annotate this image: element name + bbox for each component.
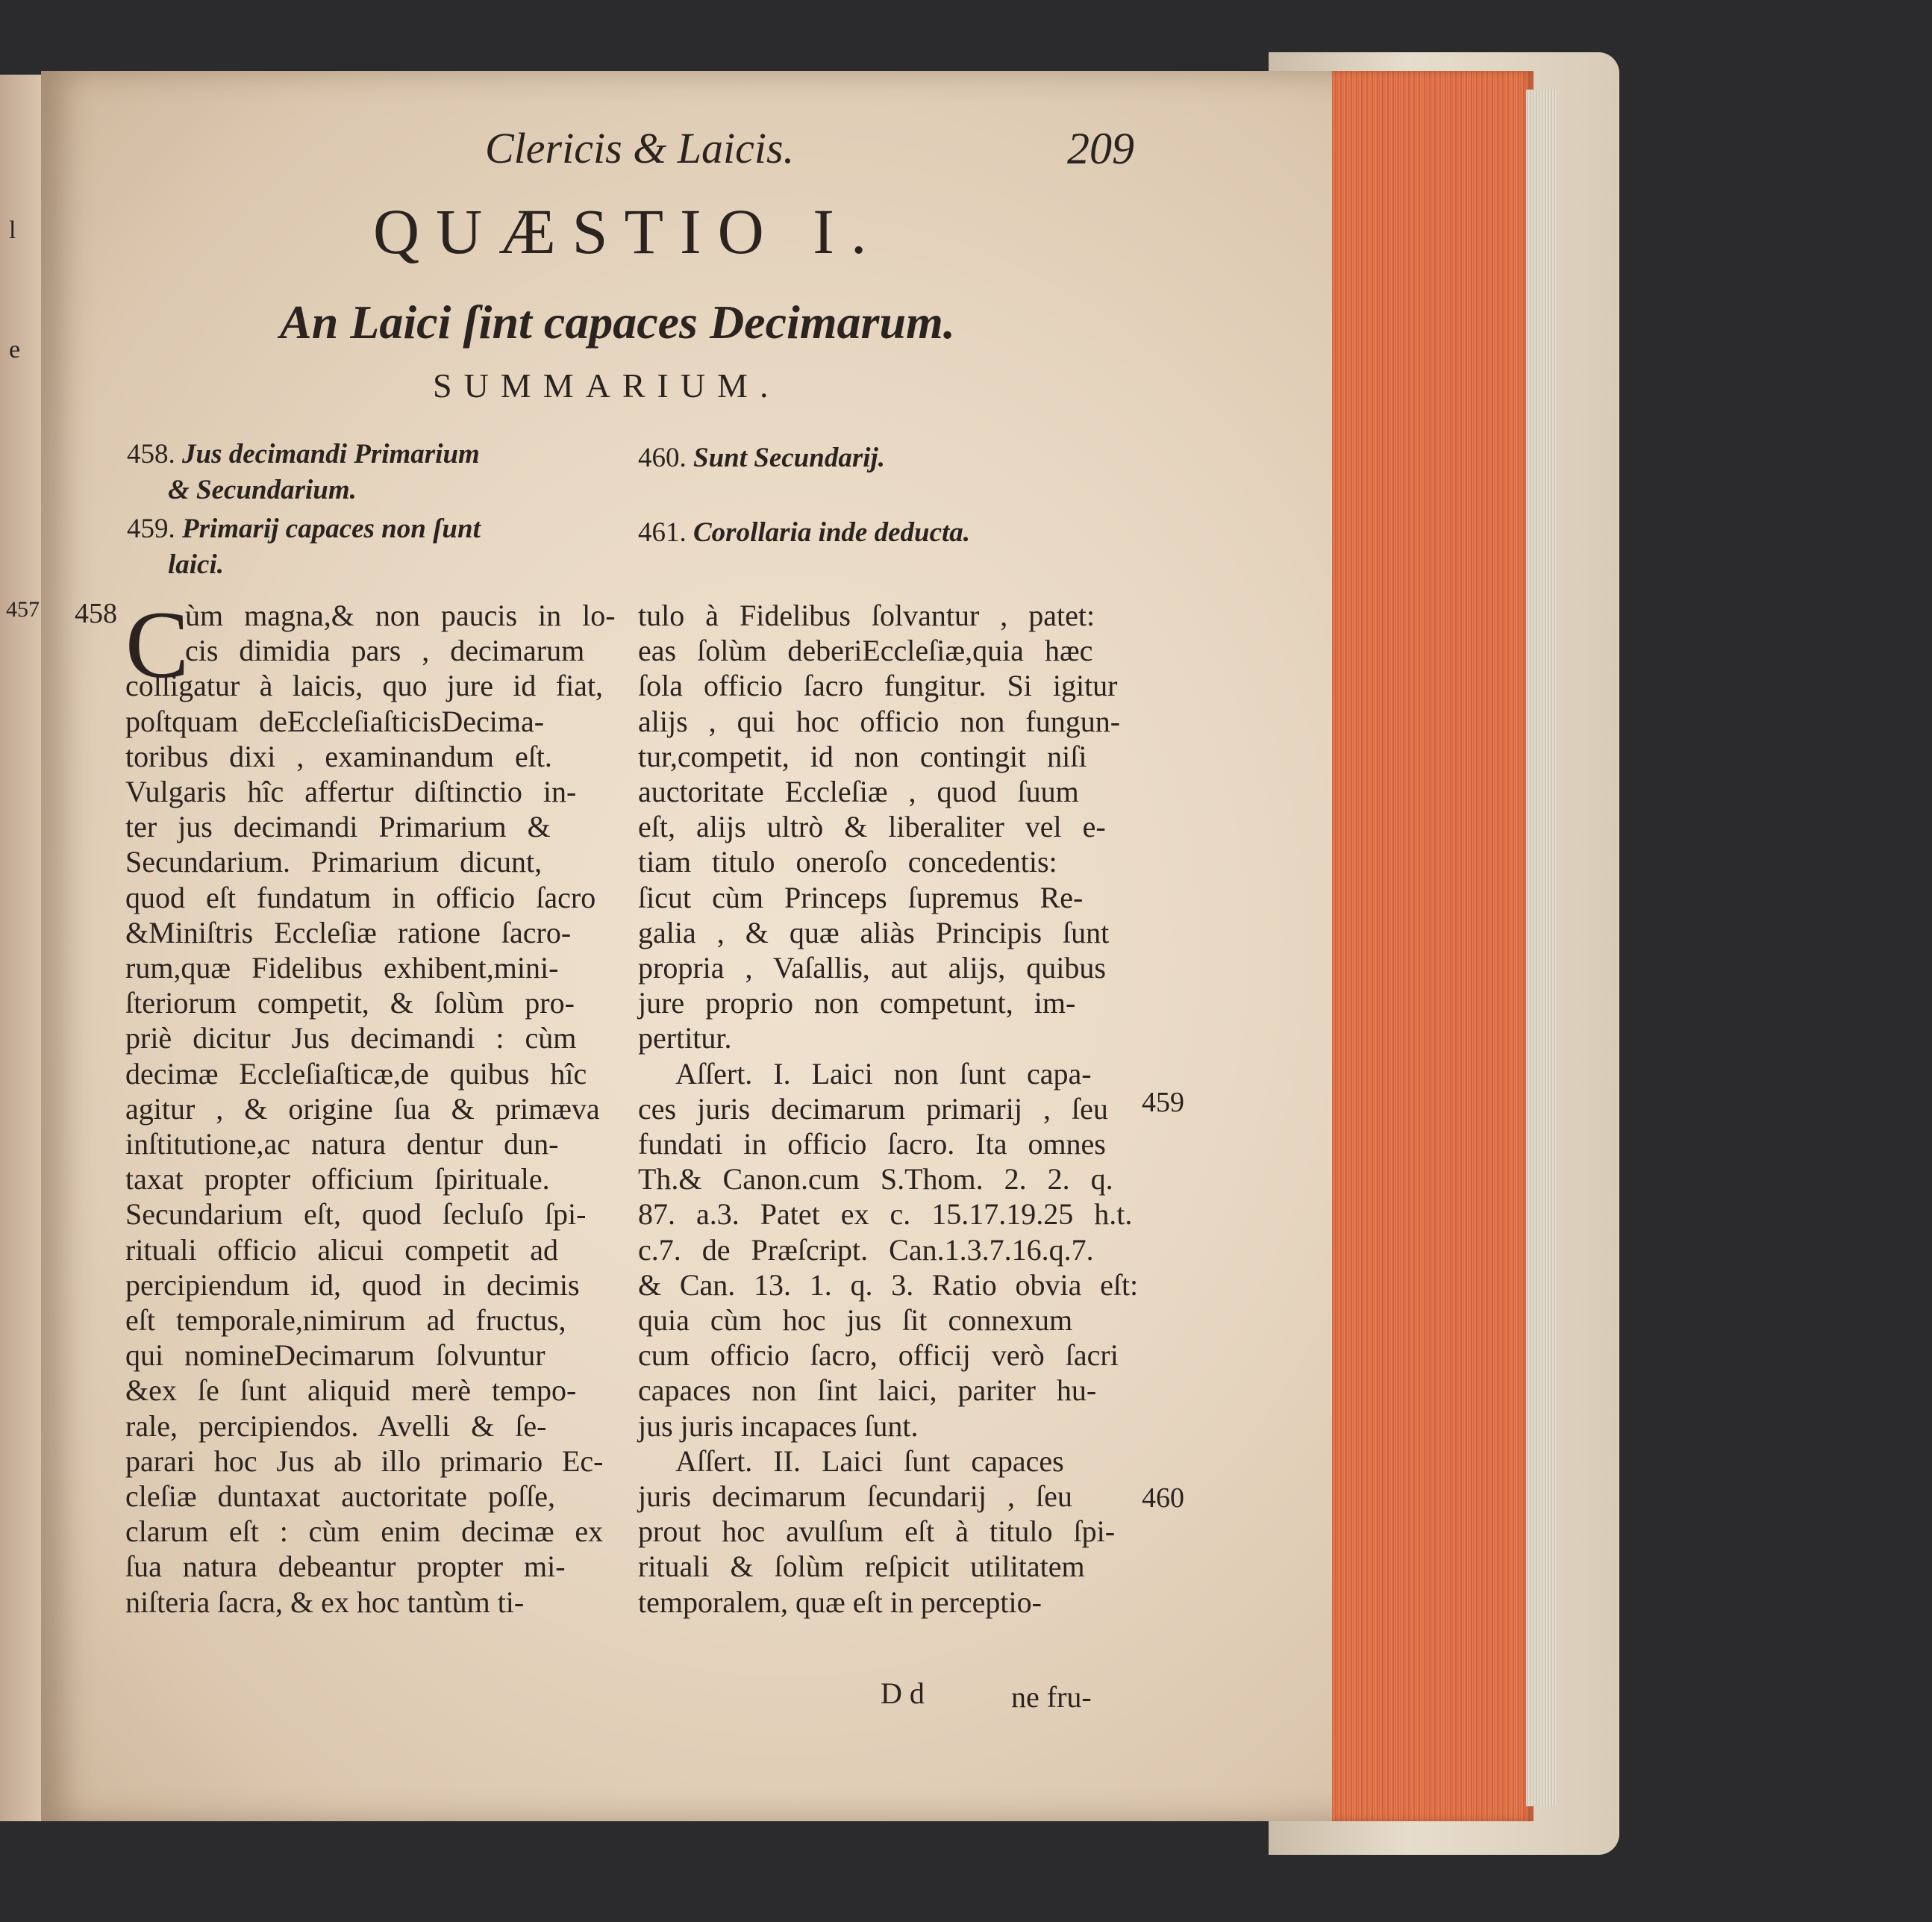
text-line: decimæ Eccleſiaſticæ,de quibus hîc xyxy=(125,1056,587,1091)
summary-item xyxy=(638,515,970,551)
text-line: &Miniſtris Eccleſiæ ratione ſacro- xyxy=(125,915,572,949)
text-line: &ex ſe ſunt aliquid merè tempo- xyxy=(125,1373,577,1408)
summary-item xyxy=(127,511,481,583)
red-page-edges xyxy=(1332,71,1534,1821)
drop-cap: C xyxy=(125,592,190,698)
text-line: 87. a.3. Patet ex c. 15.17.19.25 h.t. xyxy=(638,1197,1133,1232)
text-line: cleſiæ duntaxat auctoritate poſſe, xyxy=(125,1479,556,1513)
text-line: fundati in officio ſacro. Ita omnes xyxy=(638,1127,1106,1161)
text-line: tiam titulo oneroſo concedentis: xyxy=(638,845,1057,879)
summary-number: 459. xyxy=(127,514,175,544)
text-line: Vulgaris hîc affertur diſtinctio in- xyxy=(125,775,577,808)
page-block-edge xyxy=(1526,90,1556,1806)
text-line: rituali officio alicui competit ad xyxy=(125,1232,558,1267)
summary-text: Corollaria inde deducta. xyxy=(693,517,971,548)
text-line: rituali & ſolùm reſpicit utilitatem xyxy=(638,1550,1085,1584)
text-line: pertitur. xyxy=(638,1021,732,1055)
text-line: percipiendum id, quod in decimis xyxy=(125,1267,580,1302)
text-line: quia cùm hoc jus ſit connexum xyxy=(638,1303,1073,1337)
text-line: & Can. 13. 1. q. 3. Ratio obvia eſt: xyxy=(638,1267,1139,1302)
text-line: ſola officio ſacro fungitur. Si igitur xyxy=(638,669,1118,703)
text-line: rum,quæ Fidelibus exhibent,mini- xyxy=(125,951,559,985)
text-line: Secundarium. Primarium dicunt, xyxy=(125,845,543,879)
text-line: eſt, alijs ultrò & liberaliter vel e- xyxy=(638,810,1106,844)
summary-number: 460. xyxy=(638,443,687,473)
text-line: c.7. de Præſcript. Can.1.3.7.16.q.7. xyxy=(638,1232,1094,1267)
text-line: temporalem, quæ eſt in perceptio- xyxy=(638,1585,1042,1619)
text-line: parari hoc Jus ab illo primario Ec- xyxy=(125,1444,604,1478)
text-line: Aſſert. I. Laici non ſunt capa- xyxy=(675,1056,1092,1091)
text-line: ter jus decimandi Primarium & xyxy=(125,810,551,844)
summarium-heading: SUMMARIUM. xyxy=(433,366,781,405)
catchword: ne fru- xyxy=(1011,1680,1092,1714)
running-head: Clericis & Laicis. xyxy=(485,124,795,172)
facing-page-number: 457 xyxy=(6,597,40,622)
text-line: quod eſt fundatum in officio ſacro xyxy=(125,880,596,914)
text-line: Aſſert. II. Laici ſunt capaces xyxy=(675,1444,1064,1478)
summary-text: Jus decimandi Primarium xyxy=(182,439,480,469)
summary-item xyxy=(127,437,480,508)
question-title: QUÆSTIO I. xyxy=(373,196,884,267)
text-line: cum officio ſacro, officij verò ſacri xyxy=(638,1338,1119,1373)
text-line: auctoritate Eccleſiæ , quod ſuum xyxy=(638,775,1079,808)
question-subtitle: An Laici ſint capaces Decimarum. xyxy=(280,296,955,349)
text-line: toribus dixi , examinandum eſt. xyxy=(125,739,552,773)
text-line: tulo à Fidelibus ſolvantur , patet: xyxy=(638,599,1095,632)
text-line: jure proprio non competunt, im- xyxy=(638,986,1076,1020)
text-line: propria , Vaſallis, aut alijs, quibus xyxy=(638,951,1106,985)
text-line: ſua natura debeantur propter mi- xyxy=(125,1550,566,1584)
margin-number: 458 xyxy=(75,598,117,629)
margin-number: 459 xyxy=(1142,1087,1184,1118)
page-number: 209 xyxy=(1067,124,1134,173)
text-line: eas ſolùm deberiEccleſiæ,quia hæc xyxy=(638,634,1093,668)
text-line: eſt temporale,nimirum ad fructus, xyxy=(125,1303,566,1337)
text-line: ſteriorum competit, & ſolùm pro- xyxy=(125,986,575,1020)
text-line: prout hoc avulſum eſt à titulo ſpi- xyxy=(638,1514,1116,1549)
text-line: capaces non ſint laici, pariter hu- xyxy=(638,1373,1097,1408)
text-line: galia , & quæ aliàs Principis ſunt xyxy=(638,915,1110,949)
text-line: ſicut cùm Princeps ſupremus Re- xyxy=(638,880,1084,914)
summary-text: Primarij capaces non ſunt xyxy=(182,514,481,544)
facing-page-letter: e xyxy=(9,336,21,364)
text-line: priè dicitur Jus decimandi : cùm xyxy=(125,1021,577,1055)
summary-text-continued: & Secundarium. xyxy=(168,475,357,505)
text-line: Th.& Canon.cum S.Thom. 2. 2. q. xyxy=(638,1162,1113,1196)
margin-number: 460 xyxy=(1142,1482,1184,1514)
text-line: ùm magna,& non paucis in lo- xyxy=(185,599,616,632)
summary-text-continued: laici. xyxy=(168,549,225,580)
summary-item xyxy=(638,440,885,476)
text-line: alijs , qui hoc officio non fungun- xyxy=(638,704,1121,738)
text-line: poſtquam deEccleſiaſticisDecima- xyxy=(125,704,545,738)
text-line: Secundarium eſt, quod ſecluſo ſpi- xyxy=(125,1197,587,1232)
text-line: qui nomineDecimarum ſolvuntur xyxy=(125,1338,545,1373)
summary-text: Sunt Secundarij. xyxy=(693,443,886,473)
text-line: tur,competit, id non contingit niſi xyxy=(638,739,1087,773)
text-line: cis dimidia pars , decimarum xyxy=(185,634,585,668)
text-line: rale, percipiendos. Avelli & ſe- xyxy=(125,1408,547,1443)
signature-mark: D d xyxy=(881,1676,925,1710)
text-line: taxat propter officium ſpirituale. xyxy=(125,1162,550,1196)
text-line: inſtitutione,ac natura dentur dun- xyxy=(125,1127,559,1161)
text-line: agitur , & origine ſua & primæva xyxy=(125,1091,600,1126)
text-line: clarum eſt : cùm enim decimæ ex xyxy=(125,1514,604,1549)
summary-number: 461. xyxy=(638,517,687,548)
text-line: niſteria ſacra, & ex hoc tantùm ti- xyxy=(125,1585,525,1619)
facing-page-letter: l xyxy=(9,216,16,244)
text-line: jus juris incapaces ſunt. xyxy=(638,1408,919,1443)
text-line: ces juris decimarum primarij , ſeu xyxy=(638,1091,1108,1126)
text-line: colligatur à laicis, quo jure id fiat, xyxy=(125,669,604,703)
text-line: juris decimarum ſecundarij , ſeu xyxy=(638,1479,1072,1513)
summary-number: 458. xyxy=(127,439,175,469)
